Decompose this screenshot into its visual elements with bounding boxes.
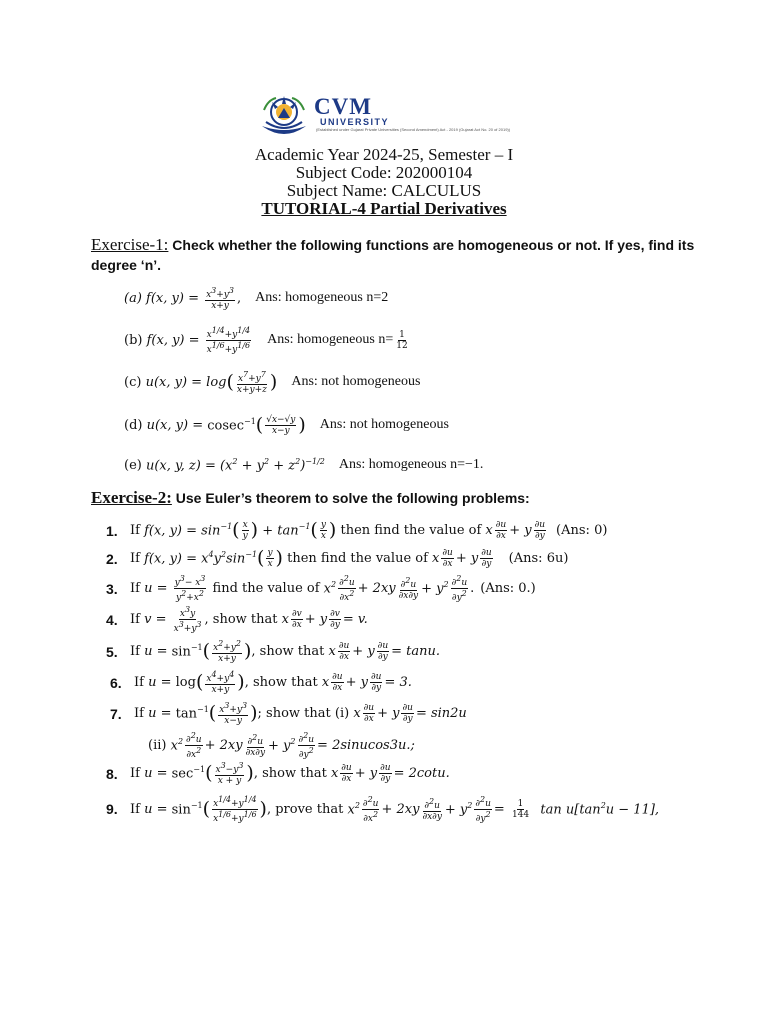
ex1-item-c: (c) u(x, y) = log ( $\frac{x^7+y^7}{x+y+z}$ ) Ans: not homogeneous <box>124 369 421 395</box>
ex2-number-5: 5. <box>106 644 118 660</box>
ex1-item-e-answer: Ans: homogeneous n=−1. <box>338 457 484 472</box>
university-logo <box>258 92 511 140</box>
ex1-item-a: (a) f(x, y) = $\frac{x^3+y^3}{x+y}$ , Ans: homogeneous n=2 <box>124 285 389 311</box>
ex2-problem-6: If u = log ( $\frac{x^4+y^4}{x+y}$ ) , show that x $\frac{\partial u}{\partial x}$ + y $\frac{\partial u}{\partial y}$ = 3. <box>134 669 412 695</box>
ex2-problem-1: If f(x, $y) = \sin^{-1}$ ( $\frac{x}{y}$ ) + $\tan^{-1}$ ( $\frac{y}{x}$ ) then find the value of x $\frac{\partial u}{\partial x}$ + y $\frac{\partial u}{\partial y}$ (Ans: 0) <box>130 518 608 541</box>
subject-code: Subject Code: 202000104 <box>295 163 473 182</box>
ex1-item-e: (e) u(x, y, $z) = (x^2 + y^2 + z^2)^{-1/2}$ Ans: homogeneous n=−1. <box>124 456 484 474</box>
exercise-1-label: Exercise-1: <box>91 235 169 254</box>
subject-name: Subject Name: CALCULUS <box>286 181 482 200</box>
ex2-answer-3: (Ans: 0.) <box>480 580 536 596</box>
ex2-number-1: 1. <box>106 523 118 539</box>
ex2-number-2: 2. <box>106 551 118 567</box>
university-emblem-icon <box>258 92 310 138</box>
exercise-2-label: Exercise-2: <box>91 488 172 507</box>
ex1-item-e-tag: (e) <box>124 457 142 473</box>
ex1-item-b-tag: (b) <box>124 332 143 348</box>
logo-established-text: (Established under Gujarat Private Universities (Second Amendment) Act - 2019 (Gujarat Act No. 20 of 2019)) <box>316 127 511 132</box>
exercise-1-text: Check whether the following functions are homogeneous or not. If yes, find its degree ‘n’. <box>91 237 695 273</box>
ex1-item-d: (d) u(x, y) = cosec$^{-1}$ ( $\frac{√x-√y}{x-y}$ ) Ans: not homogeneous <box>124 413 449 436</box>
ex2-number-3: 3. <box>106 581 118 597</box>
ex1-item-c-answer: Ans: not homogeneous <box>291 374 421 389</box>
ex2-problem-7-part-ii: (ii) $x^2$ $\frac{\partial^2u}{\partial x^2}$ + 2xy $\frac{\partial^2u}{\partial x\partial y}$ + $y^2$ $\frac{\partial^2u}{\partial y^2}$ = 2sinucos3u.; <box>148 730 415 760</box>
ex2-number-4: 4. <box>106 612 118 628</box>
exercise-1-heading <box>91 235 731 275</box>
ex1-item-b: (b) f(x, y) = $\frac{x^{1/4}+y^{1/4}}{x^{1/6}+y^{1/6}}$ Ans: homogeneous n= $\frac{1}{12}$ <box>124 325 408 355</box>
ex2-answer-1: (Ans: 0) <box>556 522 608 538</box>
ex2-problem-4: If v = $\frac{x^3y}{x^3+y^3}$ , show that x $\frac{\partial v}{\partial x}$ + y $\frac{\partial v}{\partial y}$ = v. <box>130 604 368 634</box>
ex2-problem-3: If u = $\frac{y^3- x^3}{y^2+x^2}$ find the value of $x^2$ $\frac{\partial^2u}{\partial x^2}$ + 2xy $\frac{\partial^2u}{\partial x\partial y}$ + $y^2$ $\frac{\partial^2u}{\partial y^2}$ . (Ans: 0.) <box>130 573 536 603</box>
exercise-2-heading <box>91 488 731 508</box>
ex2-problem-8: If u = $\sec^{-1}$ ( $\frac{x^3-y^3}{x + y}$ ) , show that x $\frac{\partial u}{\partial x}$ + y $\frac{\partial u}{\partial y}$ = 2cotu. <box>130 760 450 786</box>
ex2-answer-2: (Ans: 6u) <box>508 550 569 566</box>
ex1-item-c-tag: (c) <box>124 374 142 390</box>
ex2-problem-2: If f(x, $y) = x^4y^2\sin^{-1}$ ( $\frac{y}{x}$ ) then find the value of x $\frac{\partial u}{\partial x}$ + y $\frac{\partial u}{\partial y}$ (Ans: 6u) <box>130 546 569 569</box>
ex2-number-8: 8. <box>106 766 118 782</box>
ex2-problem-5: If u = $\sin^{-1}$ ( $\frac{x^2+y^2}{x+y}$ ) , show that x $\frac{\partial u}{\partial x}$ + y $\frac{\partial u}{\partial y}$ = tanu. <box>130 638 441 664</box>
ex2-number-7: 7. <box>110 706 122 722</box>
exercise-2-text: Use Euler’s theorem to solve the following problems: <box>171 490 530 506</box>
logo-brand: CVM <box>314 94 372 119</box>
ex1-item-b-answer: Ans: homogeneous n= <box>267 332 394 347</box>
logo-subtitle: UNIVERSITY <box>320 117 390 127</box>
ex2-problem-7: If u = $\tan^{-1}$ ( $\frac{x^3+y^3}{x-y}$ ) ; show that (i) x $\frac{\partial u}{\partial x}$ + y $\frac{\partial u}{\partial y}$ = sin2u <box>134 700 467 726</box>
ex1-item-a-answer: Ans: homogeneous n=2 <box>255 290 389 305</box>
ex2-number-9: 9. <box>106 801 118 817</box>
ex1-item-d-tag: (d) <box>124 417 143 433</box>
ex2-problem-9: If u = $\sin^{-1}$ ( $\frac{x^{1/4}+y^{1/4}}{x^{1/6}+y^{1/6}}$ ) , prove that $x^2$ $\frac{\partial^2u}{\partial x^2}$ + 2xy $\frac{\partial^2u}{\partial x\partial y}$ + $y^2$ $\frac{\partial^2u}{\partial y^2}$ = $\frac{1}{144}$ $\tan u[\tan^2u - 11]$, <box>130 794 660 824</box>
ex2-number-6: 6. <box>110 675 122 691</box>
ex1-item-d-answer: Ans: not homogeneous <box>319 417 449 432</box>
ex1-item-a-tag: (a) <box>124 290 142 306</box>
academic-year: Academic Year 2024-25, Semester – I <box>254 145 514 164</box>
tutorial-title: TUTORIAL-4 Partial Derivatives <box>261 199 507 218</box>
